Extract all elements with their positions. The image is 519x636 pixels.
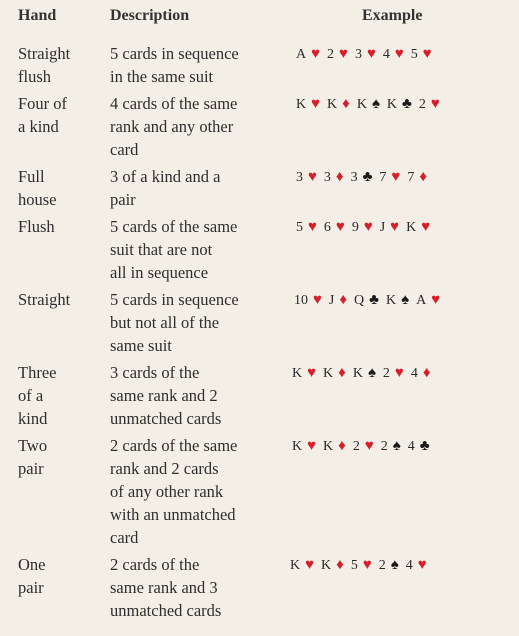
example-cards [294, 290, 447, 311]
card-rank: K [292, 439, 303, 454]
hand-description [110, 215, 280, 284]
card-rank: K [386, 97, 398, 112]
hand-name-line: Flush [18, 217, 55, 236]
hand-description [110, 288, 280, 357]
description-line: rank and 2 cards [110, 459, 219, 478]
card-rank: K [292, 366, 303, 381]
heart-suit-icon: ♥ [362, 557, 372, 573]
card-rank: 2 [352, 439, 360, 454]
example-cards [296, 94, 447, 115]
card-rank: K [385, 293, 397, 308]
playing-card [386, 290, 409, 311]
hand-name-line: One [18, 555, 46, 574]
card-rank: 2 [380, 439, 388, 454]
card-rank: 9 [351, 220, 359, 235]
card-rank: K [290, 558, 301, 573]
spade-suit-icon: ♠ [392, 438, 401, 454]
spade-suit-icon: ♠ [390, 557, 399, 573]
card-rank: 5 [296, 220, 303, 235]
card-rank: K [323, 366, 334, 381]
hand-description [110, 92, 280, 161]
playing-card [351, 555, 372, 576]
heart-suit-icon: ♥ [311, 96, 321, 112]
heart-suit-icon: ♥ [417, 557, 427, 573]
card-rank: 3 [323, 170, 331, 185]
club-suit-icon: ♣ [362, 169, 373, 185]
heart-suit-icon: ♥ [394, 365, 404, 381]
playing-card [411, 363, 431, 384]
card-rank: A [296, 47, 307, 62]
playing-card [416, 290, 440, 311]
playing-card [380, 217, 399, 238]
card-rank: 6 [323, 220, 331, 235]
spade-suit-icon: ♠ [367, 365, 376, 381]
playing-card [352, 217, 373, 238]
card-rank: K [296, 97, 307, 112]
card-rank: J [328, 293, 335, 308]
card-rank: 4 [407, 439, 415, 454]
description-line: suit that are not [110, 240, 213, 259]
example-cards [292, 436, 437, 457]
playing-card [355, 44, 376, 65]
playing-card [408, 436, 430, 457]
playing-card [406, 555, 427, 576]
heart-suit-icon: ♥ [421, 219, 431, 235]
heart-suit-icon: ♥ [394, 46, 404, 62]
playing-card [296, 94, 320, 115]
example-cards [296, 44, 439, 65]
hand-name [18, 165, 100, 211]
card-rank: 3 [296, 170, 303, 185]
diamond-suit-icon: ♦ [335, 169, 344, 185]
card-rank: A [416, 293, 427, 308]
description-line: card [110, 140, 139, 159]
playing-card [381, 436, 401, 457]
header-hand: Hand [18, 7, 57, 24]
heart-suit-icon: ♥ [313, 292, 322, 308]
diamond-suit-icon: ♦ [338, 365, 346, 381]
hand-name [18, 361, 100, 430]
example-cards [296, 167, 434, 188]
heart-suit-icon: ♥ [430, 96, 440, 112]
heart-suit-icon: ♥ [335, 219, 345, 235]
card-rank: 5 [410, 47, 418, 62]
playing-card [407, 167, 427, 188]
hand-name-line: pair [18, 578, 44, 597]
playing-card [406, 217, 430, 238]
description-line: 4 cards of the same [110, 94, 238, 113]
description-line: unmatched cards [110, 601, 222, 620]
hand-name-line: Two [18, 436, 48, 455]
example-cards [292, 363, 437, 384]
playing-card [387, 94, 412, 115]
card-rank: 7 [379, 170, 387, 185]
diamond-suit-icon: ♦ [336, 557, 344, 573]
description-line: 2 cards of the [110, 555, 200, 574]
hand-description [110, 361, 280, 430]
playing-card [379, 555, 399, 576]
heart-suit-icon: ♥ [308, 169, 317, 185]
playing-card [290, 555, 314, 576]
description-line: rank and any other [110, 117, 234, 136]
card-rank: 4 [410, 366, 418, 381]
description-line: same suit [110, 336, 172, 355]
playing-card [296, 217, 317, 238]
description-line: 5 cards in sequence [110, 290, 239, 309]
card-rank: 2 [382, 366, 390, 381]
heart-suit-icon: ♥ [431, 292, 441, 308]
club-suit-icon: ♣ [419, 438, 430, 454]
playing-card [296, 167, 317, 188]
hand-name-line: Straight [18, 44, 71, 63]
diamond-suit-icon: ♦ [339, 292, 348, 308]
heart-suit-icon: ♥ [366, 46, 376, 62]
playing-card [419, 94, 440, 115]
heart-suit-icon: ♥ [308, 219, 317, 235]
hand-name-line: Full [18, 167, 45, 186]
card-rank: J [379, 220, 386, 235]
hand-name-line: Four of [18, 94, 68, 113]
card-rank: 3 [354, 47, 362, 62]
heart-suit-icon: ♥ [391, 169, 401, 185]
hand-name-line: of a [18, 386, 44, 405]
club-suit-icon: ♣ [369, 292, 379, 308]
hand-description [110, 165, 280, 211]
heart-suit-icon: ♥ [311, 46, 321, 62]
card-rank: 2 [327, 47, 335, 62]
playing-card [353, 436, 374, 457]
heart-suit-icon: ♥ [364, 438, 374, 454]
example-cards [296, 217, 437, 238]
hand-name [18, 215, 100, 238]
card-rank: 4 [405, 558, 413, 573]
diamond-suit-icon: ♦ [338, 438, 346, 454]
playing-card [323, 363, 346, 384]
card-rank: K [352, 366, 363, 381]
playing-card [321, 555, 344, 576]
hand-description [110, 434, 280, 549]
hand-name-line: Three [18, 363, 57, 382]
card-rank: 2 [418, 97, 426, 112]
playing-card [324, 217, 345, 238]
playing-card [292, 363, 316, 384]
description-line: but not all of the [110, 313, 220, 332]
spade-suit-icon: ♠ [371, 96, 380, 112]
playing-card [353, 363, 376, 384]
playing-card [411, 44, 432, 65]
club-suit-icon: ♣ [402, 96, 412, 112]
playing-card [383, 44, 404, 65]
hand-name [18, 434, 100, 480]
card-rank: 10 [294, 293, 308, 308]
description-line: card [110, 528, 139, 547]
playing-card [351, 167, 373, 188]
card-rank: 4 [382, 47, 390, 62]
hand-name-line: pair [18, 459, 44, 478]
heart-suit-icon: ♥ [339, 46, 348, 62]
playing-card [357, 94, 380, 115]
playing-card [383, 363, 404, 384]
description-line: same rank and 2 [110, 386, 218, 405]
heart-suit-icon: ♥ [363, 219, 373, 235]
hand-name-line: a kind [18, 117, 59, 136]
playing-card [327, 94, 350, 115]
hand-name-line: kind [18, 409, 48, 428]
description-line: with an unmatched [110, 505, 236, 524]
hand-description [110, 553, 280, 622]
playing-card [327, 44, 348, 65]
hand-name [18, 553, 100, 599]
description-line: 5 cards of the same [110, 217, 238, 236]
heart-suit-icon: ♥ [307, 438, 317, 454]
heart-suit-icon: ♥ [390, 219, 400, 235]
description-line: 3 of a kind and a [110, 167, 221, 186]
description-line: unmatched cards [110, 409, 222, 428]
hand-name [18, 92, 100, 138]
card-rank: Q [354, 293, 365, 308]
playing-card [292, 436, 316, 457]
card-rank: 5 [350, 558, 358, 573]
playing-card [354, 290, 379, 311]
description-line: 2 cards of the same [110, 436, 238, 455]
description-line: of any other rank [110, 482, 224, 501]
card-rank: K [321, 558, 332, 573]
header-example: Example [362, 7, 423, 24]
card-rank: 7 [407, 170, 415, 185]
card-rank: K [327, 97, 338, 112]
card-rank: 2 [378, 558, 386, 573]
card-rank: 3 [350, 170, 358, 185]
description-line: in the same suit [110, 67, 214, 86]
playing-card [323, 436, 346, 457]
hand-name-line: Straight [18, 290, 71, 309]
diamond-suit-icon: ♦ [419, 169, 427, 185]
header-description: Description [110, 7, 190, 24]
heart-suit-icon: ♥ [307, 365, 317, 381]
hand-name [18, 42, 100, 88]
playing-card [296, 44, 320, 65]
hand-description [110, 42, 280, 88]
diamond-suit-icon: ♦ [342, 96, 350, 112]
heart-suit-icon: ♥ [305, 557, 315, 573]
card-rank: K [406, 220, 417, 235]
playing-card [324, 167, 344, 188]
card-rank: K [356, 97, 367, 112]
description-line: pair [110, 190, 136, 209]
description-line: all in sequence [110, 263, 209, 282]
diamond-suit-icon: ♦ [422, 365, 431, 381]
spade-suit-icon: ♠ [401, 292, 410, 308]
card-rank: K [323, 439, 334, 454]
example-cards [290, 555, 434, 576]
playing-card [379, 167, 400, 188]
playing-card [329, 290, 347, 311]
description-line: 5 cards in sequence [110, 44, 239, 63]
heart-suit-icon: ♥ [422, 46, 432, 62]
description-line: 3 cards of the [110, 363, 200, 382]
description-line: same rank and 3 [110, 578, 218, 597]
hand-name-line: flush [18, 67, 51, 86]
hand-name [18, 288, 100, 311]
hand-name-line: house [18, 190, 57, 209]
playing-card [294, 290, 322, 311]
